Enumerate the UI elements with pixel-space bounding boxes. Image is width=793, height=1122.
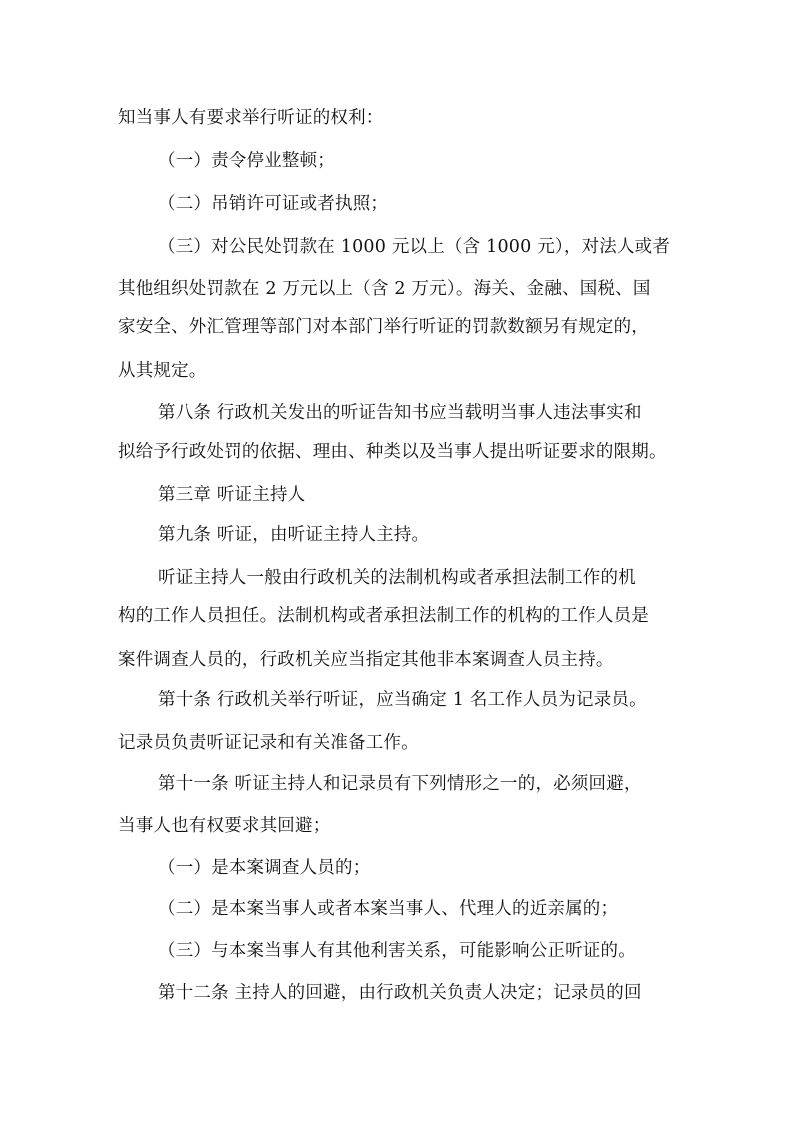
text-line: 拟给予行政处罚的依据、理由、种类以及当事人提出听证要求的限期。 (118, 442, 667, 462)
text-line: 其他组织处罚款在 2 万元以上（含 2 万元）。海关、金融、国税、国 (118, 279, 651, 299)
text-line: （一）责令停业整顿； (158, 151, 335, 171)
text-line: （二）是本案当事人或者本案当事人、代理人的近亲属的； (158, 899, 619, 919)
section-heading: 第三章 听证主持人 (158, 485, 306, 505)
text-line: 知当事人有要求举行听证的权利： (118, 108, 384, 128)
text-line: 听证主持人一般由行政机关的法制机构或者承担法制工作的机 (158, 568, 636, 588)
text-line: （三）与本案当事人有其他利害关系，可能影响公正听证的。 (158, 941, 636, 961)
text-line: 第八条 行政机关发出的听证告知书应当载明当事人违法事实和 (158, 403, 642, 423)
text-line: 案件调查人员的，行政机关应当指定其他非本案调查人员主持。 (118, 650, 614, 670)
text-line: （一）是本案调查人员的； (158, 858, 371, 878)
text-line: 从其规定。 (118, 361, 207, 381)
text-line: 第九条 听证，由听证主持人主持。 (158, 525, 430, 545)
text-line: （三）对公民处罚款在 1000 元以上（含 1000 元），对法人或者 (158, 237, 671, 257)
text-line: 家安全、外汇管理等部门对本部门举行听证的罚款数额另有规定的， (118, 317, 649, 337)
text-line: 第十一条 听证主持人和记录员有下列情形之一的，必须回避， (158, 774, 642, 794)
text-line: 第十条 行政机关举行听证，应当确定 1 名工作人员为记录员。 (158, 690, 647, 710)
text-line: 构的工作人员担任。法制机构或者承担法制工作的机构的工作人员是 (118, 606, 649, 626)
text-line: 当事人也有权要求其回避； (118, 816, 331, 836)
text-line: 第十二条 主持人的回避，由行政机关负责人决定；记录员的回 (158, 983, 642, 1003)
text-line: 记录员负责听证记录和有关准备工作。 (118, 733, 419, 753)
text-line: （二）吊销许可证或者执照； (158, 194, 389, 214)
